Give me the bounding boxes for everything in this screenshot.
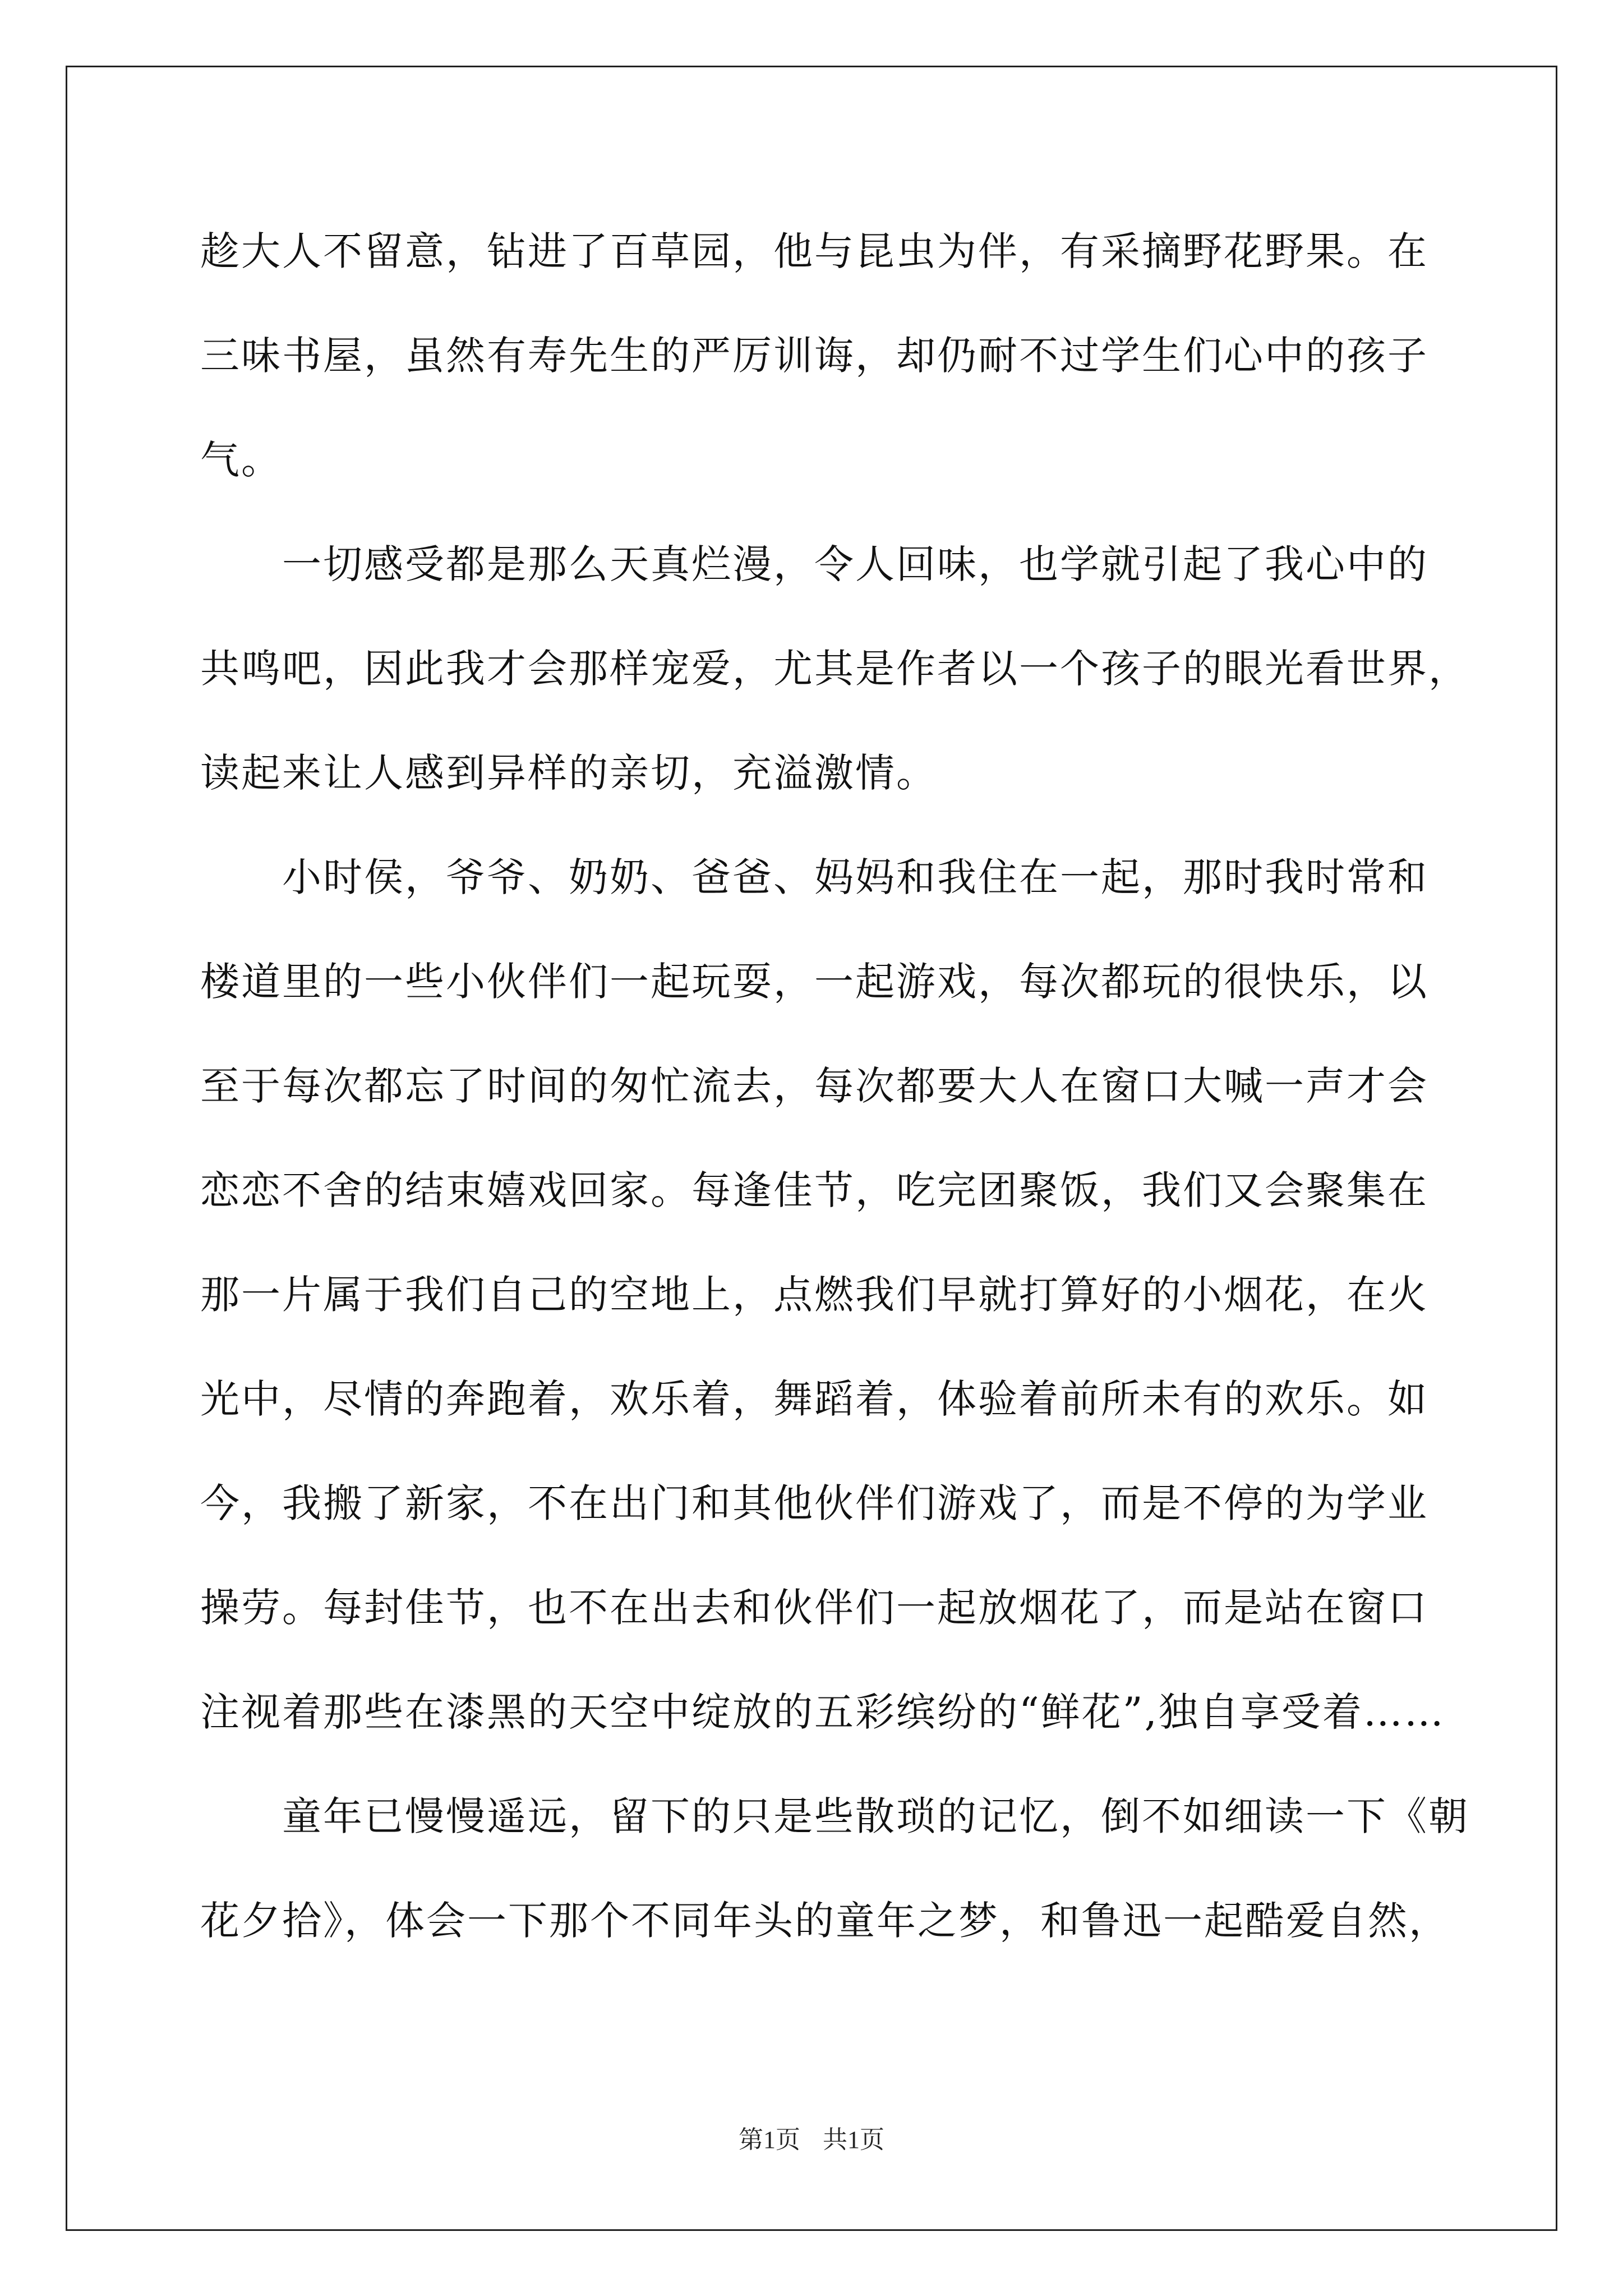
- text-line: 注视着那些在漆黑的天空中绽放的五彩缤纷的“鲜花”,独自享受着……: [200, 1689, 1445, 1735]
- text-line: 楼道里的一些小伙伴们一起玩耍，一起游戏，每次都玩的很快乐，以: [200, 959, 1428, 1005]
- page-footer: [0, 2126, 1623, 2154]
- text-line: 气。: [200, 437, 282, 483]
- page-number-current: 第1页: [739, 2126, 800, 2154]
- text-line: 花夕拾》，体会一下那个不同年头的童年之梦，和鲁迅一起酷爱自然，: [200, 1898, 1450, 1944]
- text-line: 至于每次都忘了时间的匆忙流去，每次都要大人在窗口大喊一声才会: [200, 1063, 1428, 1109]
- text-line: 共鸣吧，因此我才会那样宠爱，尤其是作者以一个孩子的眼光看世界，: [200, 646, 1469, 692]
- text-line: 小时侯，爷爷、奶奶、爸爸、妈妈和我住在一起，那时我时常和: [200, 854, 1428, 900]
- text-line: 恋恋不舍的结束嬉戏回家。每逢佳节，吃完团聚饭，我们又会聚集在: [200, 1167, 1428, 1213]
- text-line: 读起来让人感到异样的亲切，充溢激情。: [200, 750, 937, 796]
- text-line: 今，我搬了新家，不在出门和其他伙伴们游戏了，而是不停的为学业: [200, 1480, 1428, 1526]
- text-line: 趁大人不留意，钻进了百草园，他与昆虫为伴，有采摘野花野果。在: [200, 228, 1428, 274]
- text-line: 三味书屋，虽然有寿先生的严厉训诲，却仍耐不过学生们心中的孩子: [200, 333, 1428, 379]
- text-line: 那一片属于我们自己的空地上，点燃我们早就打算好的小烟花，在火: [200, 1272, 1428, 1318]
- page-number-total: 共1页: [823, 2126, 884, 2154]
- text-line: 光中，尽情的奔跑着，欢乐着，舞蹈着，体验着前所未有的欢乐。如: [200, 1376, 1428, 1422]
- text-line: 操劳。每封佳节，也不在出去和伙伴们一起放烟花了，而是站在窗口: [200, 1585, 1428, 1631]
- text-line: 一切感受都是那么天真烂漫，令人回味，也学就引起了我心中的: [200, 541, 1428, 587]
- text-line: 童年已慢慢遥远，留下的只是些散琐的记忆，倒不如细读一下《朝: [200, 1793, 1469, 1839]
